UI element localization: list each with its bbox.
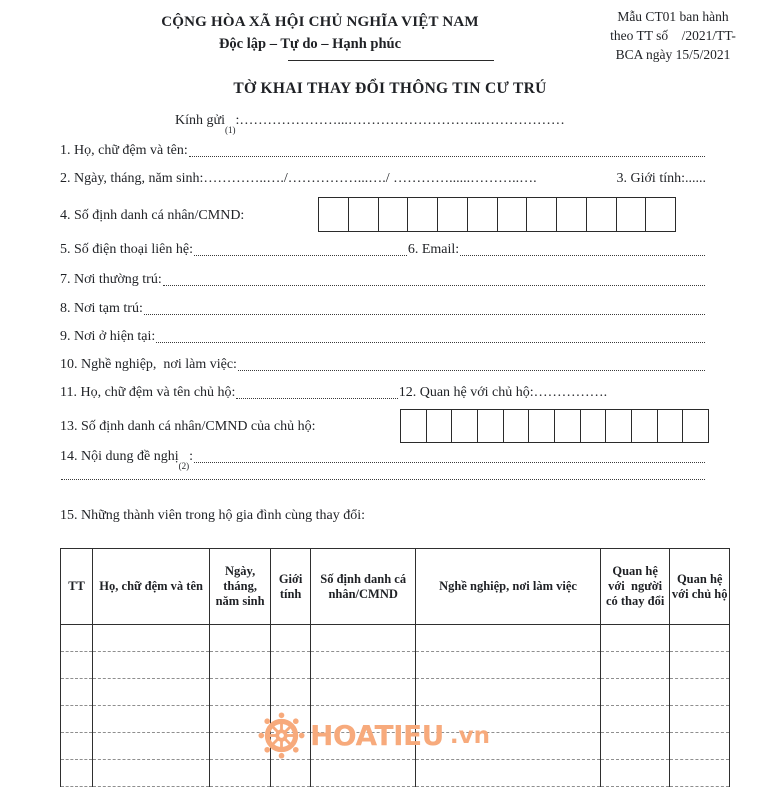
table-cell[interactable] bbox=[210, 652, 271, 679]
table-cell[interactable] bbox=[61, 679, 93, 706]
field-11-label: 11. Họ, chữ đệm và tên chủ hộ: bbox=[60, 385, 236, 400]
field-2-label[interactable]: 2. Ngày, tháng, năm sinh:…………..…./……………...…./ …………......………..…. bbox=[60, 171, 537, 186]
field-15-label: 15. Những thành viên trong hộ gia đình cùng thay đổi: bbox=[60, 508, 366, 523]
table-cell[interactable] bbox=[93, 760, 210, 787]
field-row-14-continuation bbox=[60, 479, 706, 483]
table-header-row bbox=[61, 549, 730, 625]
table-cell[interactable] bbox=[600, 706, 670, 733]
table-cell[interactable] bbox=[210, 679, 271, 706]
table-cell[interactable] bbox=[670, 733, 730, 760]
digit-cell[interactable] bbox=[632, 410, 658, 442]
col-header-relation-to-head: Quan hệ với chủ hộ bbox=[670, 549, 730, 625]
digit-cell[interactable] bbox=[581, 410, 607, 442]
table-row bbox=[61, 625, 730, 652]
field-6-label: 6. Email: bbox=[407, 242, 460, 257]
digit-cell[interactable] bbox=[478, 410, 504, 442]
motto-underline bbox=[288, 60, 494, 61]
field-9-fill-line[interactable] bbox=[156, 342, 705, 343]
table-cell[interactable] bbox=[416, 760, 601, 787]
col-header-dob: Ngày, tháng, năm sinh bbox=[210, 549, 271, 625]
digit-grid-personal-id bbox=[318, 197, 676, 232]
table-cell[interactable] bbox=[600, 760, 670, 787]
table-cell[interactable] bbox=[93, 679, 210, 706]
watermark-tld-text: .vn bbox=[449, 722, 490, 749]
digit-cell[interactable] bbox=[498, 198, 528, 231]
col-header-relation-to-person: Quan hệ với người có thay đổi bbox=[600, 549, 670, 625]
field-row-recipient: Kính gửi (1) : …………………...………………………..……………… bbox=[175, 113, 565, 135]
field-row-7 bbox=[60, 271, 706, 289]
table-cell[interactable] bbox=[210, 625, 271, 652]
field-13-label: 13. Số định danh cá nhân/CMND của chủ hộ: bbox=[60, 419, 316, 434]
field-row-8 bbox=[60, 300, 706, 318]
field-10-label: 10. Nghề nghiệp, nơi làm việc: bbox=[60, 357, 237, 372]
field-8-label: 8. Nơi tạm trú: bbox=[60, 301, 143, 316]
field-7-label: 7. Nơi thường trú: bbox=[60, 272, 162, 287]
table-cell[interactable] bbox=[271, 652, 311, 679]
national-motto: Độc lập – Tự do – Hạnh phúc bbox=[218, 36, 402, 52]
table-cell[interactable] bbox=[600, 652, 670, 679]
table-cell[interactable] bbox=[61, 625, 93, 652]
ship-wheel-icon bbox=[258, 712, 305, 759]
digit-cell[interactable] bbox=[438, 198, 468, 231]
digit-cell[interactable] bbox=[452, 410, 478, 442]
digit-cell[interactable] bbox=[504, 410, 530, 442]
table-cell[interactable] bbox=[311, 760, 416, 787]
digit-cell[interactable] bbox=[683, 410, 708, 442]
field-14-fill-line[interactable] bbox=[194, 462, 705, 463]
field-6-fill-line[interactable] bbox=[460, 255, 705, 256]
digit-cell[interactable] bbox=[349, 198, 379, 231]
table-cell[interactable] bbox=[600, 733, 670, 760]
field-row-14: 14. Nội dung đề nghị (2) : bbox=[60, 448, 706, 466]
field-5-fill-line[interactable] bbox=[194, 255, 407, 256]
form-reference-line3: BCA ngày 15/5/2021 bbox=[615, 46, 731, 62]
field-7-fill-line[interactable] bbox=[163, 285, 705, 286]
field-1-label: 1. Họ, chữ đệm và tên: bbox=[60, 143, 188, 158]
digit-cell[interactable] bbox=[527, 198, 557, 231]
table-cell[interactable] bbox=[600, 625, 670, 652]
recipient-colon: : bbox=[235, 113, 240, 128]
digit-cell[interactable] bbox=[468, 198, 498, 231]
recipient-dots[interactable]: …………………...………………………..……………… bbox=[239, 113, 565, 128]
digit-grid-head-of-household-id bbox=[400, 409, 709, 443]
col-header-name: Họ, chữ đệm và tên bbox=[93, 549, 210, 625]
national-header-text: CỘNG HÒA XÃ HỘI CHỦ NGHĨA VIỆT NAM bbox=[161, 14, 479, 30]
watermark bbox=[258, 712, 490, 759]
field-11-fill-line[interactable] bbox=[236, 398, 397, 399]
field-row-5-6 bbox=[60, 241, 706, 259]
table-cell[interactable] bbox=[670, 652, 730, 679]
field-14-colon: : bbox=[189, 449, 193, 464]
field-row-4 bbox=[60, 207, 244, 225]
table-cell[interactable] bbox=[670, 625, 730, 652]
field-row-10 bbox=[60, 356, 706, 374]
field-3-label[interactable]: 3. Giới tính:...... bbox=[616, 171, 706, 186]
digit-cell[interactable] bbox=[557, 198, 587, 231]
field-9-label: 9. Nơi ở hiện tại: bbox=[60, 329, 156, 344]
table-cell[interactable] bbox=[93, 733, 210, 760]
field-row-1 bbox=[60, 142, 706, 160]
table-cell[interactable] bbox=[416, 679, 601, 706]
table-cell[interactable] bbox=[61, 652, 93, 679]
table-cell[interactable] bbox=[271, 625, 311, 652]
table-row bbox=[61, 760, 730, 787]
digit-cell[interactable] bbox=[617, 198, 647, 231]
digit-cell[interactable] bbox=[658, 410, 684, 442]
field-4-label: 4. Số định danh cá nhân/CMND: bbox=[60, 208, 245, 223]
col-header-job: Nghề nghiệp, nơi làm việc bbox=[416, 549, 601, 625]
digit-cell[interactable] bbox=[606, 410, 632, 442]
digit-cell[interactable] bbox=[408, 198, 438, 231]
digit-cell[interactable] bbox=[401, 410, 427, 442]
table-cell[interactable] bbox=[93, 706, 210, 733]
form-reference-line1: Mẫu CT01 ban hành bbox=[617, 9, 729, 24]
table-cell[interactable] bbox=[670, 706, 730, 733]
table-cell[interactable] bbox=[311, 652, 416, 679]
table-cell[interactable] bbox=[61, 733, 93, 760]
table-cell[interactable] bbox=[416, 625, 601, 652]
table-cell[interactable] bbox=[311, 679, 416, 706]
digit-cell[interactable] bbox=[587, 198, 617, 231]
field-row-2-3 bbox=[60, 170, 706, 188]
field-10-fill-line[interactable] bbox=[238, 370, 705, 371]
table-cell[interactable] bbox=[271, 760, 311, 787]
table-cell[interactable] bbox=[93, 625, 210, 652]
table-cell[interactable] bbox=[61, 706, 93, 733]
table-cell[interactable] bbox=[600, 679, 670, 706]
digit-cell[interactable] bbox=[379, 198, 409, 231]
table-cell[interactable] bbox=[670, 760, 730, 787]
table-cell[interactable] bbox=[670, 679, 730, 706]
watermark-brand-text: HOATIEU bbox=[310, 719, 444, 752]
table-cell[interactable] bbox=[61, 760, 93, 787]
field-14-fill-line-2[interactable] bbox=[61, 479, 705, 480]
field-14-label: 14. Nội dung đề nghị bbox=[60, 449, 179, 464]
digit-cell[interactable] bbox=[529, 410, 555, 442]
digit-cell[interactable] bbox=[646, 198, 675, 231]
digit-cell[interactable] bbox=[555, 410, 581, 442]
field-5-label: 5. Số điện thoại liên hệ: bbox=[60, 242, 193, 257]
table-cell[interactable] bbox=[311, 625, 416, 652]
digit-cell[interactable] bbox=[427, 410, 453, 442]
table-row bbox=[61, 652, 730, 679]
table-cell[interactable] bbox=[271, 679, 311, 706]
field-row-13 bbox=[60, 418, 315, 436]
digit-cell[interactable] bbox=[319, 198, 349, 231]
form-reference-box bbox=[588, 8, 758, 65]
col-header-tt: TT bbox=[61, 549, 93, 625]
col-header-gender: Giới tính bbox=[271, 549, 311, 625]
recipient-label: Kính gửi bbox=[175, 113, 225, 128]
table-row bbox=[61, 679, 730, 706]
form-reference-line2: theo TT số /2021/TT- bbox=[610, 27, 736, 43]
table-cell[interactable] bbox=[93, 652, 210, 679]
field-1-fill-line[interactable] bbox=[189, 156, 705, 157]
field-12-dots[interactable]: ……………. bbox=[533, 385, 608, 400]
field-row-9 bbox=[60, 328, 706, 346]
table-cell[interactable] bbox=[210, 760, 271, 787]
field-row-15 bbox=[60, 507, 706, 525]
col-header-personal-id: Số định danh cá nhân/CMND bbox=[311, 549, 416, 625]
field-12-label: 12. Quan hệ với chủ hộ: bbox=[398, 385, 534, 400]
form-title: TỜ KHAI THAY ĐỔI THÔNG TIN CƯ TRÚ bbox=[233, 80, 547, 97]
field-row-11-12 bbox=[60, 384, 706, 402]
table-cell[interactable] bbox=[416, 652, 601, 679]
field-8-fill-line[interactable] bbox=[144, 314, 705, 315]
